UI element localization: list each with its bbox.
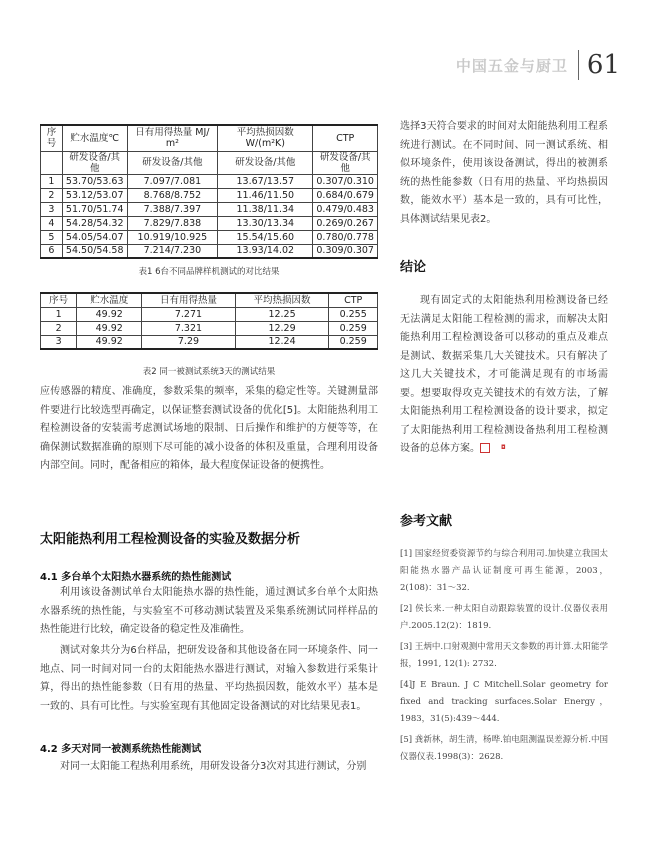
t1-cell: 15.54/15.60 xyxy=(218,230,313,244)
end-mark-icon: ◘ xyxy=(480,443,490,453)
t1-cell: 54.05/54.07 xyxy=(62,230,127,244)
body-paragraph: 选择3天符合要求的时间对太阳能热利用工程系统进行测试。在不同时间、同一测试系统、相似环境条件，使用该设备测试，得出的被测系统的热性能参数（日有用的热量、平均热损因数，能效水平）基本是一致的，具有可比性，具体测试结果见表2。 xyxy=(400,121,608,225)
t1-cell: 13.67/13.57 xyxy=(218,174,313,188)
t1-cell: 11.46/11.50 xyxy=(218,188,313,202)
conclusion-text: 现有固定式的太阳能热利用检测设备已经无法满足太阳能工程检测的需求，而解决太阳能热利用工程检测设备可以移动的重点及难点是测试、数据采集几大关键技术。只有解决了这几大关键技术，才可能满足现有的市场需要。想要取得攻克关键技术的有效方法，了解太阳能热利用工程检测设备的设计要求，拟定了太阳能热利用工程检测设备热利用工程检测设备的总体方案。 xyxy=(400,295,608,454)
t1-cell: 54.50/54.58 xyxy=(62,244,127,258)
body-paragraph: 测试对象共分为6台样品，把研发设备和其他设备在同一环境条件、同一地点、同一时间对同一台的太阳能热水器进行测试，对输入参数进行采集计算，得出的热性能参数（日有用的热量、平均热损因数，能效水平）基本是一致的、具有可比性。与实验室现有其他固定设备测试的对比结果见表1。 xyxy=(40,645,378,712)
header-divider xyxy=(578,50,579,80)
t2-cell: 12.29 xyxy=(235,321,329,335)
reference-item: [4]J E Braun. J C Mitchell.Solar geometry for fixed and tracking surfaces.Solar Energy，1983，31(5):439～444. xyxy=(400,680,608,724)
table-row xyxy=(41,335,378,349)
reference-item: [1] 国家经贸委资源节约与综合利用司.加快建立我国太阳能热水器产品认证制度可再生能源，2003，2(108)：31～32. xyxy=(400,549,608,593)
t1-cell: 0.479/0.483 xyxy=(313,202,378,216)
reference-item: [5] 龚新林，胡生清，杨哗.铂电阻测温误差源分析.中国仪器仪表.1998(3)：2628. xyxy=(400,735,608,762)
t1-cell: 53.12/53.07 xyxy=(62,188,127,202)
table-1-caption: 表1 6台不同品牌样机测试的对比结果 xyxy=(138,267,280,277)
body-paragraph: 利用该设备测试单台太阳能热水器的热性能，通过测试多台单个太阳热水器系统的热性能，与实验室不可移动测试装置及采集系统测试同样样品的热性能进行比较，确定设备的稳定性及准确性。 xyxy=(40,587,378,635)
t2-cell: 7.29 xyxy=(142,335,236,349)
t2-header: 贮水温度 xyxy=(77,293,142,307)
t2-cell: 1 xyxy=(41,307,77,321)
t2-cell: 7.321 xyxy=(142,321,236,335)
t1-cell: 10.919/10.925 xyxy=(127,230,218,244)
table-2 xyxy=(40,292,378,350)
table-row xyxy=(41,244,378,258)
section-title: 太阳能热利用工程检测设备的实验及数据分析 xyxy=(40,532,301,547)
t1-cell: 0.307/0.310 xyxy=(313,174,378,188)
t1-subheader xyxy=(41,151,63,174)
t1-cell: 0.269/0.267 xyxy=(313,216,378,230)
t2-header: CTP xyxy=(329,293,378,307)
t1-cell: 13.93/14.02 xyxy=(218,244,313,258)
t1-subheader: 研发设备/其他 xyxy=(218,151,313,174)
reference-item: [2] 侯长来.一种太阳自动跟踪装置的设计.仪器仪表用户.2005.12(2)：1819. xyxy=(400,604,608,631)
t1-cell: 7.829/7.838 xyxy=(127,216,218,230)
t1-cell: 54.28/54.32 xyxy=(62,216,127,230)
t2-cell: 49.92 xyxy=(77,335,142,349)
t1-cell: 4 xyxy=(41,216,63,230)
t1-subheader: 研发设备/其他 xyxy=(62,151,127,174)
t1-cell: 51.70/51.74 xyxy=(62,202,127,216)
journal-brand: 中国五金与厨卫 xyxy=(455,56,568,75)
body-paragraph: 应传感器的精度、准确度，参数采集的频率，采集的稳定性等。关键测量部件要进行比较选型再确定，以保证整套测试设备的优化[5]。太阳能热利用工程检测设备的安装需考虑测试场地的限制、日后操作和维护的方便等等，在确保测试数据准确的原则下尽可能的减小设备的体积及重量，合理利用设备内部空间。同时，配备相应的箱体，最大程度保证设备的便携性。 xyxy=(40,386,378,471)
t1-subheader: 研发设备/其他 xyxy=(313,151,378,174)
table-row xyxy=(41,202,378,216)
t1-header: 平均热损因数 W/(m²K) xyxy=(218,125,313,151)
t1-cell: 13.30/13.34 xyxy=(218,216,313,230)
t1-header: 序号 xyxy=(41,125,63,151)
t2-cell: 2 xyxy=(41,321,77,335)
t2-cell: 12.24 xyxy=(235,335,329,349)
t1-cell: 2 xyxy=(41,188,63,202)
references-title: 参考文献 xyxy=(400,514,453,529)
body-paragraph: 对同一太阳能工程热利用系统，用研发设备分3次对其进行测试，分别 xyxy=(60,761,367,772)
t1-cell: 6 xyxy=(41,244,63,258)
t1-cell: 3 xyxy=(41,202,63,216)
t1-cell: 0.780/0.778 xyxy=(313,230,378,244)
t2-cell: 0.259 xyxy=(329,335,378,349)
subsection-title: 4.1 多台单个太阳热水器系统的热性能测试 xyxy=(40,572,232,583)
t2-header: 序号 xyxy=(41,293,77,307)
page-number: 61 xyxy=(586,50,620,80)
reference-list xyxy=(400,546,608,770)
t1-cell: 7.097/7.081 xyxy=(127,174,218,188)
subsection-title: 4.2 多天对同一被测系统热性能测试 xyxy=(40,744,202,755)
t1-cell: 11.38/11.34 xyxy=(218,202,313,216)
t1-cell: 7.388/7.397 xyxy=(127,202,218,216)
t2-cell: 3 xyxy=(41,335,77,349)
t1-cell: 0.684/0.679 xyxy=(313,188,378,202)
conclusion-paragraph xyxy=(400,292,608,459)
table-row xyxy=(41,321,378,335)
t1-header: 日有用得热量 MJ/ m² xyxy=(127,125,218,151)
conclusion-title: 结论 xyxy=(400,260,427,275)
t2-cell: 7.271 xyxy=(142,307,236,321)
t2-cell: 0.259 xyxy=(329,321,378,335)
reference-item: [3] 王炳中.口射观测中常用天文参数的再计算.太阳能学报，1991, 12(1): 2732. xyxy=(400,642,608,669)
t2-header: 日有用得热量 xyxy=(142,293,236,307)
t2-header: 平均热损因数 xyxy=(235,293,329,307)
table-row xyxy=(41,174,378,188)
table-row xyxy=(41,230,378,244)
t1-cell: 5 xyxy=(41,230,63,244)
table-row xyxy=(41,216,378,230)
t1-cell: 8.768/8.752 xyxy=(127,188,218,202)
t1-cell: 0.309/0.307 xyxy=(313,244,378,258)
t2-cell: 49.92 xyxy=(77,321,142,335)
t1-cell: 53.70/53.63 xyxy=(62,174,127,188)
t1-subheader: 研发设备/其他 xyxy=(127,151,218,174)
t1-header: 贮水温度℃ xyxy=(62,125,127,151)
t1-cell: 7.214/7.230 xyxy=(127,244,218,258)
t2-cell: 0.255 xyxy=(329,307,378,321)
table-1 xyxy=(40,124,378,259)
table-row xyxy=(41,188,378,202)
t2-cell: 12.25 xyxy=(235,307,329,321)
table-row xyxy=(41,307,378,321)
page-header xyxy=(456,48,620,82)
t1-cell: 1 xyxy=(41,174,63,188)
t1-header: CTP xyxy=(313,125,378,151)
t2-cell: 49.92 xyxy=(77,307,142,321)
table-2-caption: 表2 同一被测试系统3天的测试结果 xyxy=(142,367,276,377)
